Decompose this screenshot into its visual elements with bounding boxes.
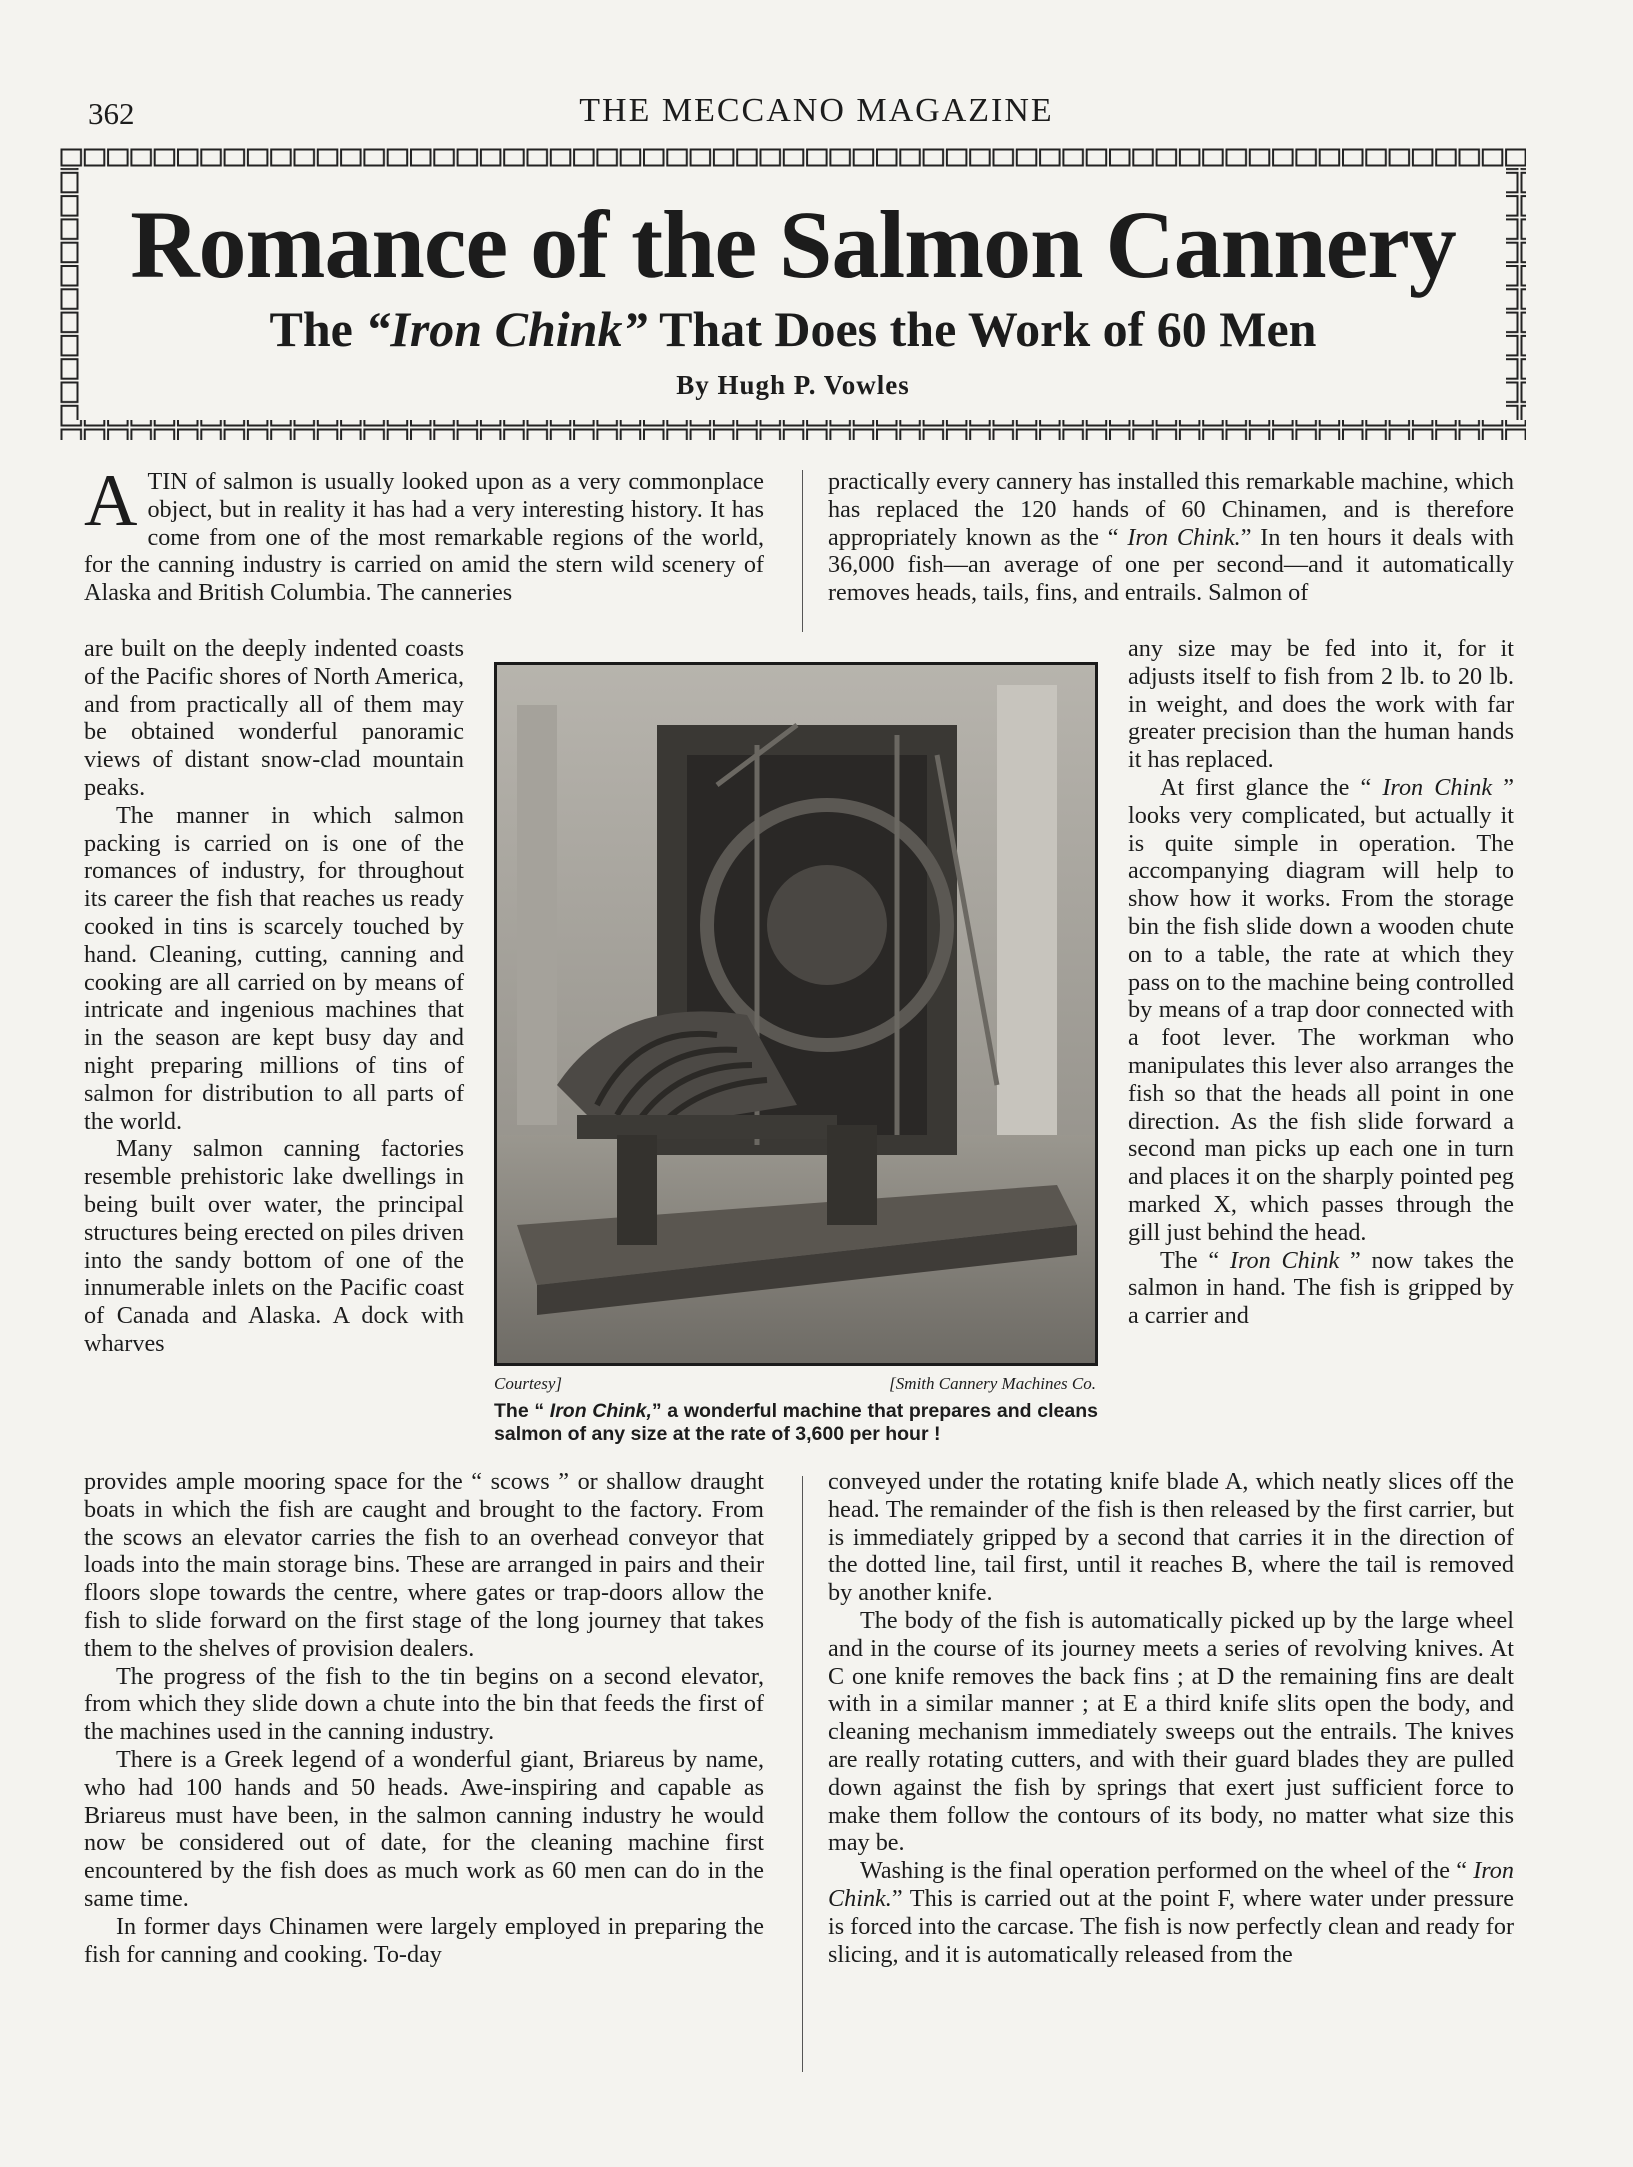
column-divider-bottom <box>802 1476 803 2072</box>
text-italic: Iron Chink <box>1229 1246 1340 1274</box>
paragraph: conveyed under the rotating knife blade A, which neatly slices off the head. The remainder of the fish is then released by the first carrier, but is immediately gripped by a second that carries it in the direction of the dotted line, tail first, until it reaches B, where the tail is removed by another knife. <box>828 1468 1514 1607</box>
text-run: ” In ten hours it deals with 36,000 fish—an average of one per second—and it automatically removes heads, tails, fins, and entrails. Salmon of <box>828 523 1514 607</box>
text-run: practically every cannery has installed this remarkable machine, which has replaced the 120 hands of 60 Chinamen, and is therefore appropriately known as the “ <box>828 468 1514 551</box>
paragraph: The manner in which salmon packing is carried on is one of the romances of industry, for throughout its career the fish that reaches us ready cooked in tins is scarcely touched by hand. Cleaning, cutting, canning and cooking are all carried on by means of intricate and ingenious machines that in the season are kept busy day and night preparing millions of tins of salmon for distribution to all parts of the world. <box>84 801 464 1135</box>
paragraph: TIN of salmon is usually looked upon as a very commonplace object, but in reality it has had a very interesting history. It has come from one of the most remarkable regions of the world, for the canning industry is carried on amid the stern wild scenery of Alaska and British Columbia. The canneries <box>84 468 764 607</box>
byline: By Hugh P. Vowles <box>676 370 910 400</box>
text-run: ” This is carried out at the point F, where water under pressure is forced into the carcase. The fish is now perfectly clean and ready for slicing, and it is automatically released from the <box>828 1884 1514 1968</box>
paragraph: The progress of the fish to the tin begins on a second elevator, from which they slide down a chute into the bin that feeds the first of the machines used in the canning industry. <box>84 1662 764 1746</box>
text-right-bottom <box>828 1468 1514 1968</box>
caption-italic: Iron Chink, <box>549 1400 652 1422</box>
subtitle-italic: “Iron Chink” <box>365 301 648 357</box>
paragraph: The body of the fish is automatically picked up by the large wheel and in the course of its journey meets a series of revolving knives. At C one knife removes the back fins ; at D the remaining fins are dealt with in a similar manner ; at E a third knife slits open the body, and cleaning mechanism immediately sweeps out the entrails. The knives are really rotating cutters, and with their guard blades they are pulled down against the fish by springs that exert just sufficient force to make them follow the contours of its body, no matter what size this may be. <box>828 1606 1514 1857</box>
photo-credit-right: [Smith Cannery Machines Co. <box>889 1374 1096 1393</box>
page-number: 362 <box>88 96 135 131</box>
text-left-top <box>84 460 764 607</box>
paragraph: are built on the deeply indented coasts of the Pacific shores of North America, and from practically all of them may be obtained wonderful panoramic views of distant snow-clad mountain peaks. <box>84 635 464 801</box>
text-italic: Iron Chink. <box>828 1857 1514 1912</box>
text-italic: Iron Chink <box>1382 773 1493 801</box>
subtitle-text-end: That Does the Work of 60 Men <box>647 301 1317 357</box>
caption-text-end: ” a wonderful machine that prepares and cleans salmon of any size at the rate of 3,600 per hour ! <box>494 1400 1098 1445</box>
caption-text: The “ <box>494 1400 550 1422</box>
photo-credit-left: Courtesy] <box>494 1374 562 1393</box>
column-divider-top <box>802 470 803 632</box>
text-italic: Iron Chink. <box>1127 523 1241 551</box>
text-run: Washing is the final operation performed on the wheel of the “ <box>860 1857 1474 1885</box>
article-title: Romance of the Salmon Cannery <box>130 191 1456 298</box>
text-run: The “ <box>1160 1246 1230 1274</box>
paragraph: There is a Greek legend of a wonderful giant, Briareus by name, who had 100 hands and 50 heads. Awe-inspiring and capable as Briareus must have been, in the salmon canning industry he would now be considered out of date, for the cleaning machine first encountered by the fish does as much work as 60 men can do in the same time. <box>84 1745 764 1912</box>
text-run: At first glance the “ <box>1160 773 1383 801</box>
text-run: ” looks very complicated, but actually it is quite simple in operation. The accompanying diagram will help to show how it works. From the storage bin the fish slide down a wooden chute on to a table, the rate at which they pass on to the machine being controlled by means of a trap door connected with a foot lever. The workman who manipulates this lever also arranges the fish so that the heads all point in one direction. As the fish slide forward a second man picks up each one in turn and places it on the sharply pointed peg marked X, which passes through the gill just behind the head. <box>1128 773 1514 1246</box>
paragraph: any size may be fed into it, for it adjusts itself to fish from 2 lb. to 20 lb. in weight, and does the work with far greater precision than the human hands it has replaced. <box>1128 635 1514 774</box>
subtitle-text: The <box>269 301 366 357</box>
text-run: ” now takes the salmon in hand. The fish is gripped by a carrier and <box>1128 1246 1514 1330</box>
paragraph: Many salmon canning factories resemble prehistoric lake dwellings in being built over water, the principal structures being erected on piles driven into the sandy bottom of one of the innumerable inlets on the Pacific coast of Canada and Alaska. A dock with wharves <box>84 1135 464 1357</box>
text-right-middle <box>1128 635 1514 1330</box>
paragraph: provides ample mooring space for the “ scows ” or shallow draught boats in which the fish are caught and brought to the factory. From the scows an elevator carries the fish to an overhead conveyor that loads into the main storage bins. These are arranged in pairs and their floors slope towards the centre, where gates or trap-doors allow the fish to slide forward on the first stage of the long journey that takes them to the shelves of provision dealers. <box>84 1468 764 1662</box>
text-left-middle <box>84 635 464 1358</box>
machine-photo <box>494 662 1098 1366</box>
magazine-title: THE MECCANO MAGAZINE <box>579 92 1054 129</box>
photo-caption <box>494 1400 1098 1446</box>
drop-cap: A <box>84 460 138 542</box>
text-right-top <box>828 468 1514 607</box>
text-left-bottom <box>84 1468 764 1968</box>
article-subtitle <box>60 302 1526 357</box>
paragraph: In former days Chinamen were largely employed in preparing the fish for canning and cooking. To-day <box>84 1912 764 1968</box>
